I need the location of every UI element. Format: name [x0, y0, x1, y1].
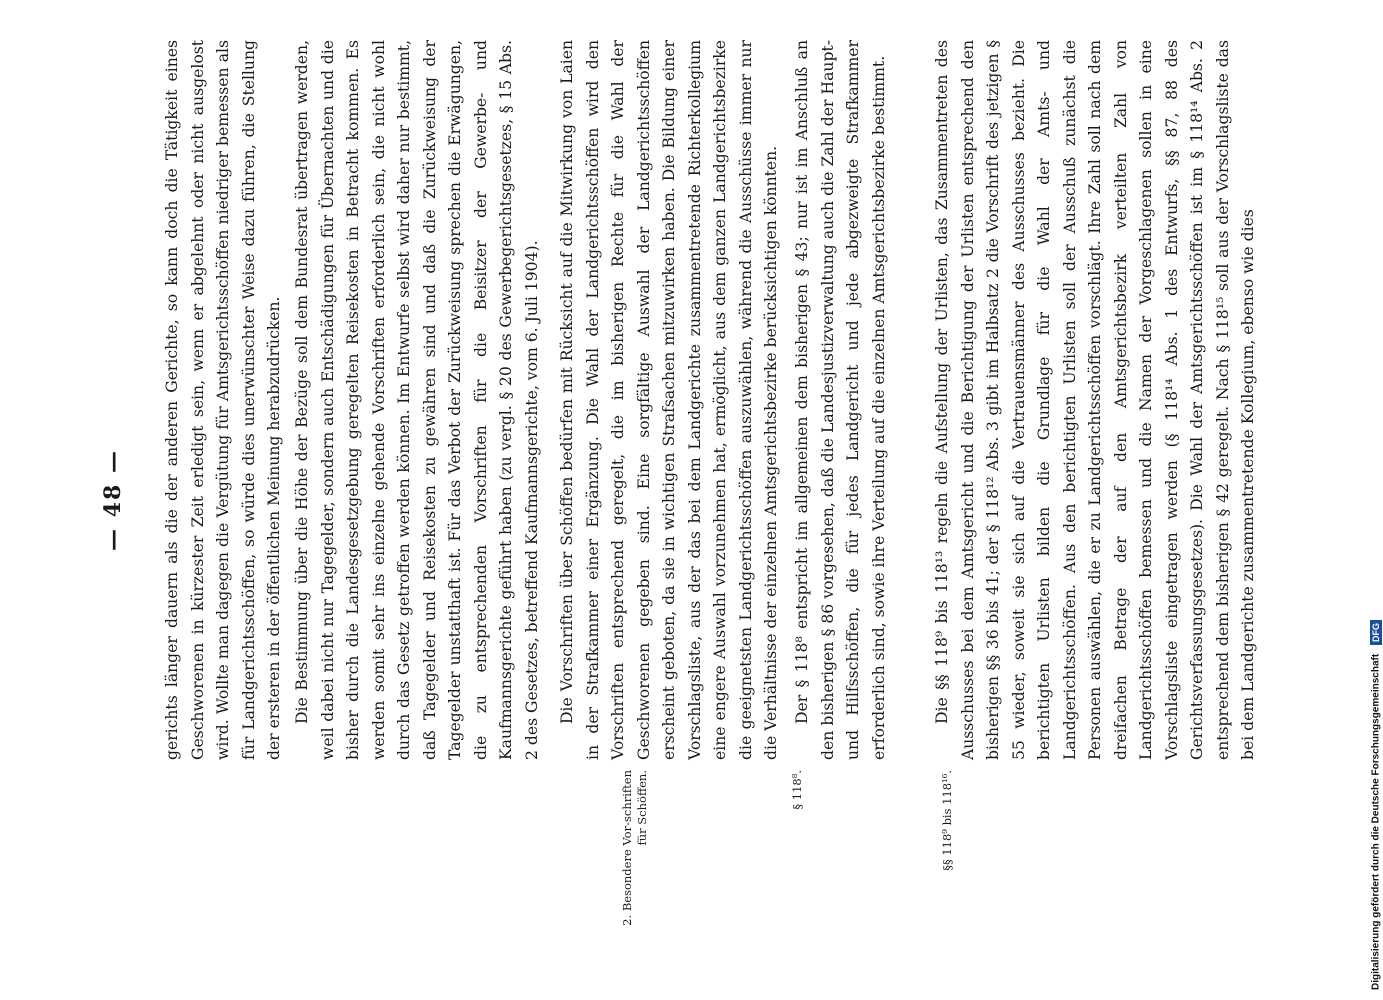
paragraph-4: Der § 118⁸ entspricht im allgemeinen dem bisherigen § 43; nur ist im Anschluß an den bisherigen § 86 vorgesehen, daß die Landesjustizverwaltung auch die Zahl der Haupt- und Hilfsschöffen, die für jedes Landgericht und jede abgezweigte Strafkammer erforderlich sind, sowie ihre Verteilung auf die einzelnen Amtsgerichtsbezirke bestimmt.	[793, 40, 888, 760]
margin-note-schoeffen: 2. Besondere Vor-schriften für Schöffen.	[620, 770, 649, 926]
margin-note-118-9-16: §§ 118⁹ bis 118¹⁶.	[940, 770, 954, 871]
paragraph-5: Die §§ 118⁹ bis 118¹³ regeln die Aufstellung der Urlisten, das Zusammentreten des Ausschusses bei dem Amtsgericht und die Berichtigung der Urlisten entsprechend den bisherigen §§ 36 bis 41; der § 118¹² Abs. 3 gibt im Halbsatz 2 die Vorschrift des jetzigen § 55 wieder, soweit sie sich auf die Vertrauensmänner des Ausschusses bezieht. Die berichtigten Urlisten bilden die Grundlage für die Wahl der Amts- und Landgerichtsschöffen. Aus den berichtigten Urlisten soll der Ausschuß zunächst die Personen auswählen, die er zu Landgerichtsschöffen vorschlägt. Ihre Zahl soll nach dem dreifachen Betrage der auf den Amtsgerichtsbezirk verteilten Zahl von Landgerichtsschöffen bemessen und die Namen der Vorgeschlagenen sollen in eine Vorschlagsliste eingetragen werden (§ 118¹⁴ Abs. 1 des Entwurfs, §§ 87, 88 des Gerichtsverfassungsgesetzes). Die Wahl der Amtsgerichtsschöffen ist im § 118¹⁴ Abs. 2 entsprechend dem bisherigen § 42 geregelt. Nach § 118¹⁵ soll aus der Vorschlagsliste das bei dem Landgerichte zusammentretende Kollegium, ebenso wie dies	[933, 40, 1257, 760]
digitization-credit	[1370, 0, 1382, 1000]
dfg-logo: DFG	[1370, 620, 1382, 645]
paragraph-1: gerichts länger dauern als die der anderen Gerichte, so kann doch die Tätigkeit eines Geschworenen in kürzester Zeit erledigt sein, wenn er abgelehnt oder nicht ausgelost wird. Wollte man dagegen die Vergütung für Amtsgerichtsschöffen niedriger bemessen als für Landgerichtsschöffen, so würde dies unerwünschter Weise dazu führen, die Stellung der ersteren in der öffentlichen Meinung herabzudrücken.	[163, 40, 283, 760]
page-number: — 48 —	[100, 449, 126, 551]
credit-text: Digitalisierung gefördert durch die Deutsche Forschungsgemeinschaft	[1370, 653, 1382, 990]
paragraph-2: Die Bestimmung über die Höhe der Bezüge soll dem Bundesrat übertragen werden, weil dabei nicht nur Tagegelder, sondern auch Entschädigungen für Übernachten und die bisher durch die Landesgesetzgebung geregelten Reisekosten in Betracht kommen. Es werden somit sehr ins einzelne gehende Vorschriften erforderlich sein, die nicht wohl durch das Gesetz getroffen werden können. Im Entwurfe selbst wird daher nur bestimmt, daß Tagegelder und Reisekosten zu gewähren sind und daß die Zurückweisung der Tagegelder unstatthaft ist. Für das Verbot der Zurückweisung sprechen die Erwägungen, die zu entsprechenden Vorschriften für die Beisitzer der Gewerbe- und Kaufmannsgerichte geführt haben (zu vergl. § 20 des Gewerbegerichtsgesetzes, § 15 Abs. 2 des Gesetzes, betreffend Kaufmannsgerichte, vom 6. Juli 1904).	[293, 40, 541, 760]
margin-note-118-8: § 118⁸.	[790, 770, 804, 810]
paragraph-3: Die Vorschriften über Schöffen bedürfen mit Rücksicht auf die Mitwirkung von Laien in der Strafkammer einer Ergänzung. Die Wahl der Landgerichtsschöffen wird den Vorschriften entsprechend geregelt, die im bisherigen Rechte für die Wahl der Geschworenen gegeben sind. Eine sorgfältige Auswahl der Landgerichtsschöffen erscheint geboten, da sie in wichtigen Strafsachen mitzuwirken haben. Die Bildung einer Vorschlagsliste, aus der das bei dem Landgerichte zusammentretende Richterkollegium eine engere Auswahl vorzunehmen hat, ermöglicht, aus dem ganzen Landgerichtsbezirke die geeignetsten Landgerichtsschöffen auszuwählen, während die Ausschüsse immer nur die Verhältnisse der einzelnen Amtsgerichtsbezirke berücksichtigen könnten.	[558, 40, 780, 760]
